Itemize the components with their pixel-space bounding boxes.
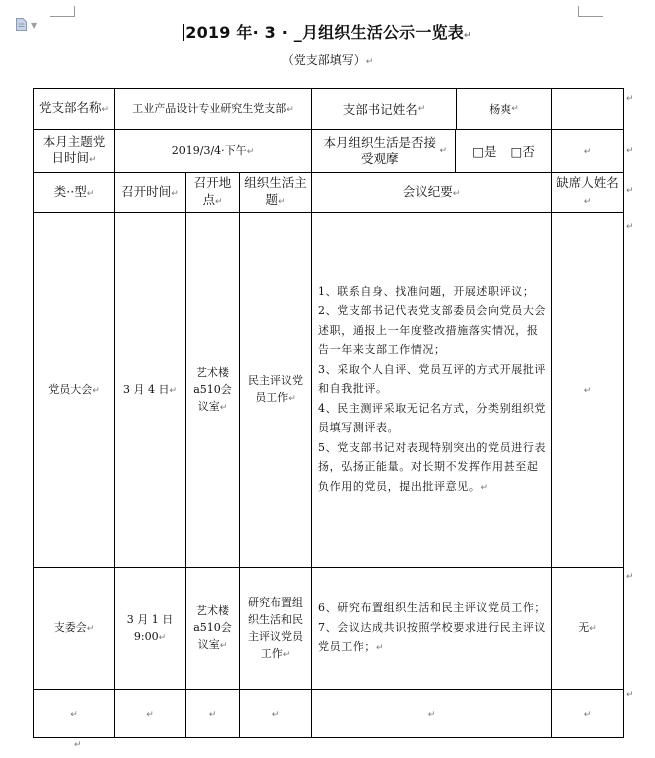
row-end-mark: ↵ bbox=[626, 572, 634, 582]
header-absent: 缺席人姓名↵ bbox=[552, 173, 624, 213]
secretary-cell bbox=[312, 89, 552, 130]
row-absent[interactable]: 无↵ bbox=[552, 568, 624, 690]
observe-yes-checkbox[interactable]: □是 bbox=[472, 143, 497, 159]
header-time: 召开时间↵ bbox=[115, 173, 186, 213]
row-topic[interactable]: 民主评议党员工作↵ bbox=[240, 213, 312, 568]
margin-corner-mark bbox=[50, 6, 75, 17]
theme-day-label: 本月主题党日时间↵ bbox=[34, 130, 115, 173]
row-absent[interactable]: ↵ bbox=[552, 213, 624, 568]
row-type[interactable]: 支委会↵ bbox=[34, 568, 115, 690]
header-place: 召开地点↵ bbox=[186, 173, 240, 213]
header-topic: 组织生活主题↵ bbox=[240, 173, 312, 213]
row-topic[interactable]: 研究布置组织生活和民主评议党员工作↵ bbox=[240, 568, 312, 690]
row-place[interactable]: ↵ bbox=[186, 690, 240, 738]
row-absent[interactable]: ↵ bbox=[552, 690, 624, 738]
row-time[interactable]: ↵ bbox=[115, 690, 186, 738]
row-end-mark: ↵ bbox=[626, 222, 634, 232]
document-subtitle: （党支部填写）↵ bbox=[281, 53, 374, 67]
row-time[interactable]: 3 月 4 日↵ bbox=[115, 213, 186, 568]
chevron-down-icon[interactable]: ▼ bbox=[31, 21, 38, 30]
observe-cell bbox=[312, 130, 552, 173]
observe-options bbox=[456, 130, 551, 172]
row-end-mark: ↵ bbox=[626, 94, 634, 104]
observe-no-checkbox[interactable]: □否 bbox=[510, 143, 535, 159]
row-end-mark: ↵ bbox=[626, 690, 634, 700]
branch-value[interactable]: 工业产品设计专业研究生党支部↵ bbox=[115, 89, 312, 130]
table-row bbox=[34, 568, 624, 690]
secretary-label: 支部书记姓名 ↵ bbox=[312, 89, 457, 129]
theme-day-value[interactable]: 2019/3/4·下午↵ bbox=[115, 130, 312, 173]
row-place[interactable]: 艺术楼a510会议室↵ bbox=[186, 568, 240, 690]
header-minutes: 会议纪要↵ bbox=[312, 173, 552, 213]
row-minutes[interactable]: ↵ bbox=[312, 690, 552, 738]
row-time[interactable]: 3 月 1 日 9:00↵ bbox=[115, 568, 186, 690]
paragraph-mark: ↵ bbox=[74, 740, 82, 750]
secretary-value-extension bbox=[552, 89, 624, 130]
table-header-row bbox=[34, 173, 624, 213]
secretary-value[interactable]: 杨爽 ↵ bbox=[489, 102, 519, 116]
table-row bbox=[34, 213, 624, 568]
row-type[interactable]: 党员大会↵ bbox=[34, 213, 115, 568]
table-row bbox=[34, 690, 624, 738]
row-topic[interactable]: ↵ bbox=[240, 690, 312, 738]
observe-value-extension: ↵ bbox=[552, 130, 624, 173]
document-title: 2019 年· 3 · _月组织生活公示一览表↵ bbox=[185, 23, 472, 42]
table-row bbox=[34, 130, 624, 173]
row-place[interactable]: 艺术楼a510会议室↵ bbox=[186, 213, 240, 568]
row-minutes[interactable]: 1、联系自身、找准问题，开展述职评议； 2、党支部书记代表党支部委员会向党员大会述职，通报上一年度整改措施落实情况，报告一年来支部工作情况； 3、采取个人自评、党员互评的方式开展批评和自我批评。 4、民主测评采取无记名方式，分类别组织党员填写测评表。 5、党支部书记对表现特别突出的党员进行表扬，弘扬正能量。对长期不发挥作用甚至起负作用的党员，提出批评意见。↵ bbox=[312, 213, 552, 568]
publicity-table bbox=[33, 88, 624, 738]
row-minutes[interactable]: 6、研究布置组织生活和民主评议党员工作； 7、会议达成共识按照学校要求进行民主评议党员工作；↵ bbox=[312, 568, 552, 690]
observe-label: 本月组织生活是否接受观摩 ↵ bbox=[312, 130, 456, 172]
table-row bbox=[34, 89, 624, 130]
header-type: 类··型↵ bbox=[34, 173, 115, 213]
margin-corner-mark bbox=[578, 6, 603, 17]
row-type[interactable]: ↵ bbox=[34, 690, 115, 738]
branch-label: 党支部名称↵ bbox=[34, 89, 115, 130]
row-end-mark: ↵ bbox=[626, 146, 634, 156]
row-end-mark: ↵ bbox=[626, 186, 634, 196]
